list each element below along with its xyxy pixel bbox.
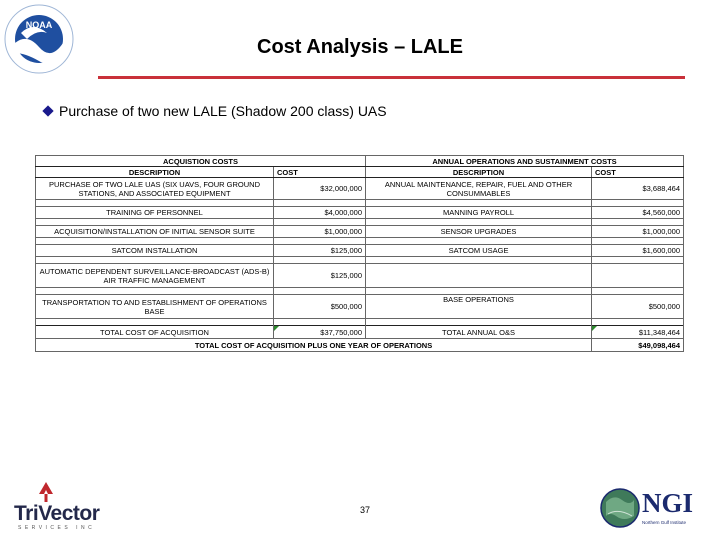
ops-description: SENSOR UPGRADES <box>366 226 592 238</box>
row-spacer <box>36 238 684 245</box>
cost-table <box>35 155 684 352</box>
table-row <box>36 264 684 288</box>
acq-cost: $500,000 <box>274 295 366 319</box>
row-spacer <box>36 319 684 326</box>
diamond-bullet-icon <box>42 105 53 116</box>
ops-cost-header: COST <box>592 167 684 178</box>
row-spacer <box>36 219 684 226</box>
acq-description-header: DESCRIPTION <box>36 167 274 178</box>
table-row <box>36 178 684 200</box>
total-acquisition-value: $37,750,000 <box>274 326 366 339</box>
title-divider <box>98 76 685 79</box>
table-row <box>36 295 684 319</box>
ops-cost: $3,688,464 <box>592 178 684 200</box>
acq-cost: $125,000 <box>274 264 366 288</box>
acquisition-header: ACQUISTION COSTS <box>36 156 366 167</box>
trivector-mark-icon <box>38 482 54 502</box>
trivector-name-a: Tri <box>14 502 39 525</box>
acq-description: TRANSPORTATION TO AND ESTABLISHMENT OF OPERATIONS BASE <box>36 295 274 319</box>
ops-description: MANNING PAYROLL <box>366 207 592 219</box>
ngi-logo <box>600 486 710 534</box>
table-header-row <box>36 156 684 167</box>
total-row <box>36 326 684 339</box>
bullet-item <box>44 103 387 119</box>
page-number: 37 <box>359 505 370 515</box>
acq-description: TRAINING OF PERSONNEL <box>36 207 274 219</box>
total-acquisition-label: TOTAL COST OF ACQUISITION <box>36 326 274 339</box>
trivector-subtitle: SERVICES INC <box>18 525 96 531</box>
ops-description: SATCOM USAGE <box>366 245 592 257</box>
grand-total-row <box>36 339 684 352</box>
row-spacer <box>36 200 684 207</box>
table-row <box>36 207 684 219</box>
grand-total-value: $49,098,464 <box>592 339 684 352</box>
ops-description: ANNUAL MAINTENANCE, REPAIR, FUEL AND OTHER CONSUMMABLES <box>366 178 592 200</box>
acq-description: PURCHASE OF TWO LALE UAS (SIX UAVS, FOUR GROUND STATIONS, AND ASSOCIATED EQUIPMENT <box>36 178 274 200</box>
page-title: Cost Analysis – LALE <box>257 36 463 58</box>
ops-cost <box>592 264 684 288</box>
table-subheader-row <box>36 167 684 178</box>
ngi-subtitle: Northern Gulf Institute <box>642 520 687 525</box>
acq-description: SATCOM INSTALLATION <box>36 245 274 257</box>
ops-cost: $1,000,000 <box>592 226 684 238</box>
ops-description <box>366 264 592 288</box>
ops-description-header: DESCRIPTION <box>366 167 592 178</box>
ops-cost: $1,600,000 <box>592 245 684 257</box>
table-row <box>36 245 684 257</box>
globe-icon <box>600 486 640 530</box>
total-ops-value: $11,348,464 <box>592 326 684 339</box>
acq-cost-header: COST <box>274 167 366 178</box>
ngi-name: NGI <box>642 488 694 518</box>
acq-cost: $4,000,000 <box>274 207 366 219</box>
acq-cost: $125,000 <box>274 245 366 257</box>
bullet-text: Purchase of two new LALE (Shadow 200 class) UAS <box>59 103 387 119</box>
ops-cost: $500,000 <box>592 295 684 319</box>
trivector-name <box>14 502 99 526</box>
row-spacer <box>36 257 684 264</box>
acq-cost: $1,000,000 <box>274 226 366 238</box>
grand-total-label: TOTAL COST OF ACQUISITION PLUS ONE YEAR OF OPERATIONS <box>36 339 592 352</box>
acq-description: AUTOMATIC DEPENDENT SURVEILLANCE-BROADCAST (ADS-B) AIR TRAFFIC MANAGEMENT <box>36 264 274 288</box>
noaa-logo-text: NOAA <box>25 20 53 30</box>
ops-cost: $4,560,000 <box>592 207 684 219</box>
acq-cost: $32,000,000 <box>274 178 366 200</box>
ops-description: BASE OPERATIONS <box>366 295 592 319</box>
trivector-name-b: Vector <box>38 502 100 525</box>
acq-description: ACQUISITION/INSTALLATION OF INITIAL SENSOR SUITE <box>36 226 274 238</box>
table-row <box>36 226 684 238</box>
operations-header: ANNUAL OPERATIONS AND SUSTAINMENT COSTS <box>366 156 684 167</box>
row-spacer <box>36 288 684 295</box>
total-ops-label: TOTAL ANNUAL O&S <box>366 326 592 339</box>
trivector-logo <box>12 482 122 532</box>
